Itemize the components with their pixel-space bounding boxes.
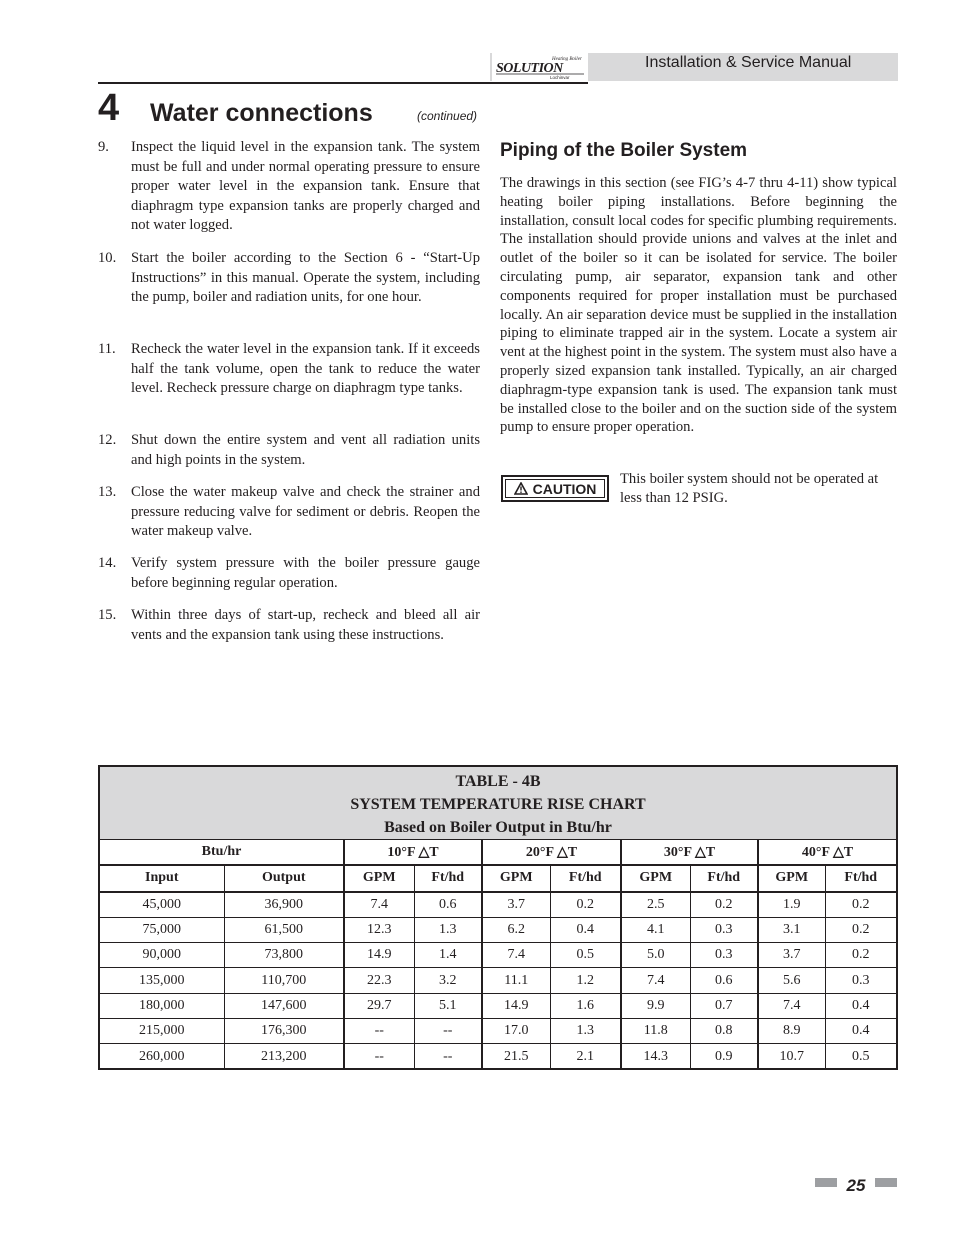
- step-text: Within three days of start-up, recheck and bleed all air vents and the expansion tank using these instructions.: [131, 607, 480, 643]
- table-cell: 0.2: [690, 892, 758, 918]
- table-cell: 7.4: [758, 993, 825, 1018]
- column-header: Ft/hd: [550, 865, 621, 891]
- solution-logo: [492, 53, 588, 81]
- list-item: [98, 138, 480, 236]
- table-cell: 17.0: [482, 1019, 550, 1044]
- table-row: [100, 917, 896, 942]
- table-cell: 180,000: [100, 993, 224, 1018]
- table-cell: 10.7: [758, 1044, 825, 1069]
- table-cell: 147,600: [224, 993, 344, 1018]
- table-cell: 61,500: [224, 917, 344, 942]
- table-cell: 135,000: [100, 968, 224, 993]
- table-cell: 9.9: [621, 993, 690, 1018]
- table-row: [100, 993, 896, 1018]
- column-header: GPM: [621, 865, 690, 891]
- table-cell: --: [344, 1044, 414, 1069]
- table-title: SYSTEM TEMPERATURE RISE CHART: [350, 796, 646, 813]
- table-row: [100, 943, 896, 968]
- step-number: 12.: [98, 432, 117, 448]
- footer-bar-right: [875, 1178, 897, 1187]
- table-cell: 0.6: [690, 968, 758, 993]
- table-cell: 213,200: [224, 1044, 344, 1069]
- table-cell: 7.4: [482, 943, 550, 968]
- table-cell: 45,000: [100, 892, 224, 918]
- group-header-20f: 20°F △T: [482, 840, 621, 865]
- step-text: Start the boiler according to the Section 6 - “Start-Up Instructions” in this manual. Operate the system, including the pump, boiler and radiation units, for one hour.: [131, 250, 480, 306]
- table-cell: 5.6: [758, 968, 825, 993]
- list-item: [98, 431, 480, 470]
- table-cell: --: [344, 1019, 414, 1044]
- page-number: 25: [846, 1176, 866, 1195]
- table-cell: --: [414, 1044, 482, 1069]
- table-cell: 0.3: [825, 968, 896, 993]
- group-header-40f: 40°F △T: [758, 840, 896, 865]
- table-title-block: [100, 767, 896, 840]
- table-cell: 2.1: [550, 1044, 621, 1069]
- table-cell: 1.3: [414, 917, 482, 942]
- section-title: Water connections: [150, 99, 373, 127]
- column-header: GPM: [758, 865, 825, 891]
- column-header: GPM: [482, 865, 550, 891]
- piping-heading: Piping of the Boiler System: [500, 140, 748, 161]
- table-subtitle: Based on Boiler Output in Btu/hr: [384, 819, 612, 836]
- table-cell: 5.1: [414, 993, 482, 1018]
- table-cell: 215,000: [100, 1019, 224, 1044]
- table-cell: 73,800: [224, 943, 344, 968]
- table-cell: 29.7: [344, 993, 414, 1018]
- list-item: [98, 554, 480, 593]
- table-cell: 1.3: [550, 1019, 621, 1044]
- table-cell: 0.5: [550, 943, 621, 968]
- table-cell: 8.9: [758, 1019, 825, 1044]
- table-cell: 3.7: [482, 892, 550, 918]
- column-header: GPM: [344, 865, 414, 891]
- temperature-rise-table: [98, 765, 898, 1070]
- list-item: [98, 249, 480, 308]
- table-cell: 1.6: [550, 993, 621, 1018]
- column-header: Ft/hd: [825, 865, 896, 891]
- table-row: [100, 892, 896, 918]
- logo-wordmark: SOLUTION: [496, 61, 563, 76]
- table-cell: 110,700: [224, 968, 344, 993]
- table-cell: 0.2: [825, 917, 896, 942]
- table-number: TABLE - 4B: [455, 773, 541, 790]
- table-cell: 12.3: [344, 917, 414, 942]
- step-number: 13.: [98, 484, 117, 500]
- group-header-30f: 30°F △T: [621, 840, 758, 865]
- table-cell: 0.8: [690, 1019, 758, 1044]
- logo-brand: Lochinvar: [550, 75, 570, 80]
- table-cell: 0.4: [825, 993, 896, 1018]
- table-cell: 0.6: [414, 892, 482, 918]
- table-cell: 0.5: [825, 1044, 896, 1069]
- step-text: Shut down the entire system and vent all radiation units and high points in the system.: [131, 432, 480, 468]
- step-text: Verify system pressure with the boiler pressure gauge before beginning regular operation.: [131, 555, 480, 591]
- footer-bar-left: [815, 1178, 837, 1187]
- table-cell: 7.4: [621, 968, 690, 993]
- table-cell: --: [414, 1019, 482, 1044]
- logo-tagline: Heating Boiler: [552, 57, 582, 62]
- table-cell: 0.2: [825, 892, 896, 918]
- table-cell: 0.4: [825, 1019, 896, 1044]
- table-cell: 14.9: [344, 943, 414, 968]
- table-cell: 0.7: [690, 993, 758, 1018]
- piping-paragraph: The drawings in this section (see FIG’s 4-7 thru 4-11) show typical heating boiler piping installations. Before beginning the installation, consult local codes for specific plumbing requirements. The installation should provide unions and valves at the inlet and outlet of the boiler so it can be isolated for service. The boiler circulating pump, air separator, expansion tank and other components required for proper installation must be purchased locally. An air separation device must be supplied in the installation piping to eliminate trapped air in the system. Locate a system air vent at the highest point in the system. The system must also have a properly sized expansion tank installed. Typically, an air charged diaphragm-type expansion tank is used. The expansion tank must be installed close to the boiler and on the suction side of the system pump to ensure proper operation.: [500, 175, 897, 436]
- table-cell: 4.1: [621, 917, 690, 942]
- table-cell: 90,000: [100, 943, 224, 968]
- caution-badge: [501, 475, 609, 502]
- column-header: Ft/hd: [414, 865, 482, 891]
- caution-text: This boiler system should not be operated at less than 12 PSIG.: [620, 471, 879, 506]
- step-text: Inspect the liquid level in the expansion tank. The system must be full and under normal operating pressure to ensure proper water level in the expansion tank. Ensure that diaphragm type expansion tanks are properly charged and not water logged.: [131, 139, 480, 234]
- group-header-btuhr: Btu/hr: [100, 840, 344, 865]
- table-cell: 3.1: [758, 917, 825, 942]
- table-row: [100, 1019, 896, 1044]
- caution-label: CAUTION: [532, 480, 597, 497]
- list-item: [98, 340, 480, 399]
- manual-title: Installation & Service Manual: [645, 54, 852, 71]
- table-cell: 0.3: [690, 943, 758, 968]
- step-number: 9.: [98, 139, 109, 155]
- table-cell: 2.5: [621, 892, 690, 918]
- header-rule: [98, 82, 588, 84]
- group-header-10f: 10°F △T: [344, 840, 482, 865]
- table-row: [100, 1044, 896, 1069]
- column-header: Input: [100, 865, 224, 891]
- step-number: 10.: [98, 250, 117, 266]
- section-continued: (continued): [417, 109, 478, 123]
- table-cell: 3.7: [758, 943, 825, 968]
- step-text: Close the water makeup valve and check the strainer and pressure reducing valve for sediment or debris. Reopen the water makeup valve.: [131, 484, 480, 540]
- table-cell: 0.9: [690, 1044, 758, 1069]
- table-cell: 14.3: [621, 1044, 690, 1069]
- table-cell: 0.2: [825, 943, 896, 968]
- section-number: 4: [98, 87, 120, 129]
- table-cell: 75,000: [100, 917, 224, 942]
- table-grid: [100, 840, 896, 1069]
- table-cell: 14.9: [482, 993, 550, 1018]
- table-cell: 11.1: [482, 968, 550, 993]
- table-body: [100, 892, 896, 1069]
- table-cell: 22.3: [344, 968, 414, 993]
- step-number: 11.: [98, 341, 116, 357]
- table-cell: 260,000: [100, 1044, 224, 1069]
- table-column-header-row: [100, 865, 896, 891]
- table-cell: 36,900: [224, 892, 344, 918]
- table-cell: 0.4: [550, 917, 621, 942]
- step-number: 14.: [98, 555, 117, 571]
- step-text: Recheck the water level in the expansion tank. If it exceeds half the tank volume, open the tank to reduce the water level. Recheck pressure charge on diaphragm type tanks.: [131, 341, 480, 397]
- table-cell: 1.2: [550, 968, 621, 993]
- table-cell: 6.2: [482, 917, 550, 942]
- column-header: Ft/hd: [690, 865, 758, 891]
- table-cell: 1.4: [414, 943, 482, 968]
- step-number: 15.: [98, 607, 117, 623]
- table-cell: 0.3: [690, 917, 758, 942]
- table-cell: 11.8: [621, 1019, 690, 1044]
- table-cell: 5.0: [621, 943, 690, 968]
- table-cell: 1.9: [758, 892, 825, 918]
- list-item: [98, 483, 480, 542]
- table-cell: 3.2: [414, 968, 482, 993]
- table-cell: 0.2: [550, 892, 621, 918]
- table-cell: 7.4: [344, 892, 414, 918]
- table-cell: 176,300: [224, 1019, 344, 1044]
- table-group-header-row: [100, 840, 896, 865]
- table-cell: 21.5: [482, 1044, 550, 1069]
- table-row: [100, 968, 896, 993]
- list-item: [98, 606, 480, 645]
- column-header: Output: [224, 865, 344, 891]
